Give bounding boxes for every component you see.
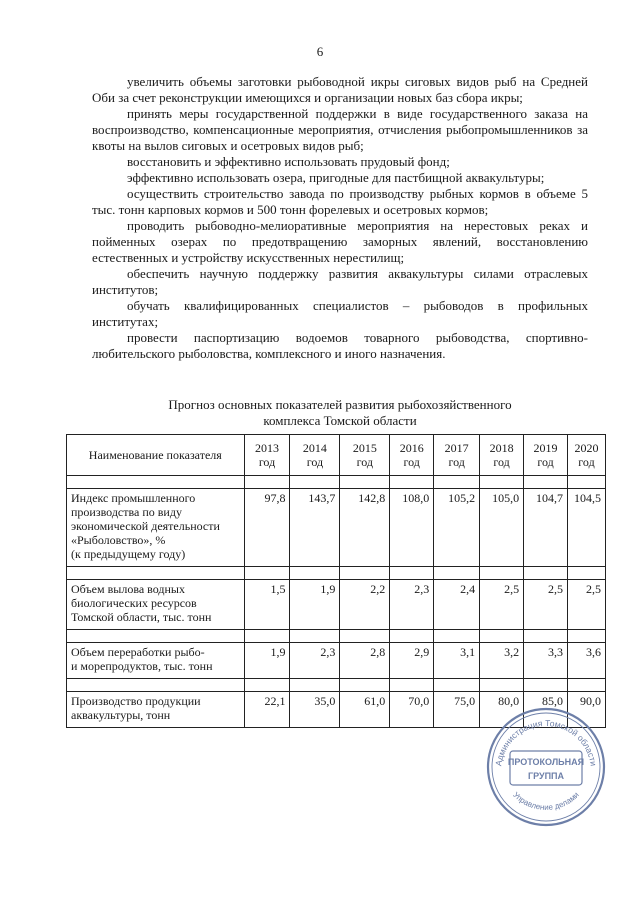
year-label: 2017 — [444, 441, 469, 455]
table-header-row — [67, 435, 606, 476]
table-title-line: Прогноз основных показателей развития рыбохозяйственного — [168, 397, 512, 412]
year-label: 2015 — [352, 441, 377, 455]
indicator-value: 80,0 — [480, 692, 524, 728]
indicator-name-line: (к предыдущему году) — [71, 547, 186, 561]
indicator-value: 104,7 — [524, 489, 568, 567]
indicator-value: 3,6 — [568, 643, 606, 679]
indicator-name-line: биологических ресурсов — [71, 596, 197, 610]
year-label: 2013 — [255, 441, 279, 455]
indicator-value: 22,1 — [244, 692, 290, 728]
year-label: 2019 — [533, 441, 558, 455]
indicator-value: 2,8 — [340, 643, 390, 679]
year-unit: год — [403, 455, 420, 469]
indicator-value: 142,8 — [340, 489, 390, 567]
indicator-value: 2,4 — [434, 580, 480, 630]
year-label: 2020 — [574, 441, 599, 455]
indicator-value: 35,0 — [290, 692, 340, 728]
year-unit: год — [356, 455, 373, 469]
indicator-value: 75,0 — [434, 692, 480, 728]
table-title — [92, 397, 588, 429]
indicator-value: 105,2 — [434, 489, 480, 567]
indicator-value: 2,2 — [340, 580, 390, 630]
indicator-value: 108,0 — [390, 489, 434, 567]
indicator-value: 97,8 — [244, 489, 290, 567]
indicator-name-line: Индекс промышленного — [71, 491, 196, 505]
year-label: 2018 — [489, 441, 514, 455]
paragraph: увеличить объемы заготовки рыбоводной икры сиговых видов рыб на Средней Оби за счет реконструкции имеющихся и организации новых баз сбора икры; — [92, 74, 588, 105]
table-spacer-row — [67, 476, 606, 489]
indicator-value: 61,0 — [340, 692, 390, 728]
paragraph: осуществить строительство завода по производству рыбных кормов в объеме 5 тыс. тонн карповых кормов и 500 тонн форелевых и осетровых кормов; — [92, 186, 588, 217]
indicator-name-line: Объем переработки рыбо- — [71, 645, 205, 659]
indicator-name-line: Томской области, тыс. тонн — [71, 610, 212, 624]
indicator-name — [67, 643, 245, 679]
year-unit: год — [493, 455, 510, 469]
indicator-value: 2,9 — [390, 643, 434, 679]
indicator-value: 143,7 — [290, 489, 340, 567]
stamp-outer-text: Администрация Томской области — [493, 717, 599, 767]
indicator-name-line: производства по виду — [71, 505, 182, 519]
indicator-value: 3,1 — [434, 643, 480, 679]
indicator-value: 2,3 — [390, 580, 434, 630]
year-label: 2014 — [302, 441, 327, 455]
stamp-inner-line1: ПРОТОКОЛЬНАЯ — [507, 757, 585, 767]
paragraph: восстановить и эффективно использовать прудовый фонд; — [127, 154, 450, 169]
indicator-value: 90,0 — [568, 692, 606, 728]
indicator-value: 1,9 — [290, 580, 340, 630]
paragraph: провести паспортизацию водоемов товарного рыбоводства, спортивно-любительского рыболовства, комплексного и иного назначения. — [92, 330, 588, 361]
indicator-value: 105,0 — [480, 489, 524, 567]
year-unit: год — [537, 455, 554, 469]
indicators-table — [66, 434, 606, 728]
paragraph: обеспечить научную поддержку развития аквакультуры силами отраслевых институтов; — [92, 266, 588, 297]
paragraph: принять меры государственной поддержки в виде государственного заказа на воспроизводство, компенсационные мероприятия, отчисления рыбопромышленников за квоты на вылов сиговых и осетровых видов рыб; — [92, 106, 588, 153]
column-header-year — [290, 435, 340, 476]
stamp-bottom-text: Управление делами — [511, 790, 581, 812]
indicator-value: 2,3 — [290, 643, 340, 679]
table-title-line: комплекса Томской области — [263, 413, 417, 428]
year-unit: год — [258, 455, 276, 469]
year-unit: год — [578, 455, 595, 469]
column-header-year — [434, 435, 480, 476]
indicator-value: 70,0 — [390, 692, 434, 728]
year-unit: год — [306, 455, 324, 469]
indicator-value: 104,5 — [568, 489, 606, 567]
indicator-name-line: Производство продукции — [71, 694, 201, 708]
body-text — [92, 74, 588, 362]
paragraph: эффективно использовать озера, пригодные для пастбищной аквакультуры; — [127, 170, 545, 185]
page-number: 6 — [316, 44, 324, 59]
column-header-year — [244, 435, 290, 476]
column-header-name: Наименование показателя — [67, 435, 245, 476]
column-header-year — [524, 435, 568, 476]
indicator-value: 2,5 — [480, 580, 524, 630]
indicator-value: 1,5 — [244, 580, 290, 630]
year-unit: год — [448, 455, 465, 469]
column-header-year — [568, 435, 606, 476]
column-header-year — [390, 435, 434, 476]
table-spacer-row — [67, 630, 606, 643]
indicator-value: 1,9 — [244, 643, 290, 679]
indicator-value: 2,5 — [524, 580, 568, 630]
column-header-year — [480, 435, 524, 476]
indicator-name-line: «Рыболовство», % — [71, 533, 166, 547]
indicator-name — [67, 489, 245, 567]
paragraph: обучать квалифицированных специалистов – рыбоводов в профильных институтах; — [92, 298, 588, 329]
indicator-name — [67, 692, 245, 728]
indicator-name-line: Объем вылова водных — [71, 582, 185, 596]
indicator-value: 85,0 — [524, 692, 568, 728]
table-spacer-row — [67, 567, 606, 580]
indicator-value: 3,2 — [480, 643, 524, 679]
stamp-inner-line2: ГРУППА — [527, 771, 565, 781]
indicator-name-line: аквакультуры, тонн — [71, 708, 171, 722]
indicator-value: 3,3 — [524, 643, 568, 679]
column-header-year — [340, 435, 390, 476]
table-spacer-row — [67, 679, 606, 692]
indicator-name — [67, 580, 245, 630]
indicator-name-line: экономической деятельности — [71, 519, 220, 533]
indicator-name-line: и морепродуктов, тыс. тонн — [71, 659, 213, 673]
table-row — [67, 580, 606, 630]
year-label: 2016 — [399, 441, 424, 455]
paragraph: проводить рыбоводно-мелиоративные мероприятия на нерестовых реках и пойменных озерах по предотвращению заморных явлений, восстановлению естественных и устройству искусственных нерестилищ; — [92, 218, 588, 265]
indicator-value: 2,5 — [568, 580, 606, 630]
table-row — [67, 643, 606, 679]
table-row — [67, 489, 606, 567]
protocol-group-stamp — [484, 705, 608, 829]
